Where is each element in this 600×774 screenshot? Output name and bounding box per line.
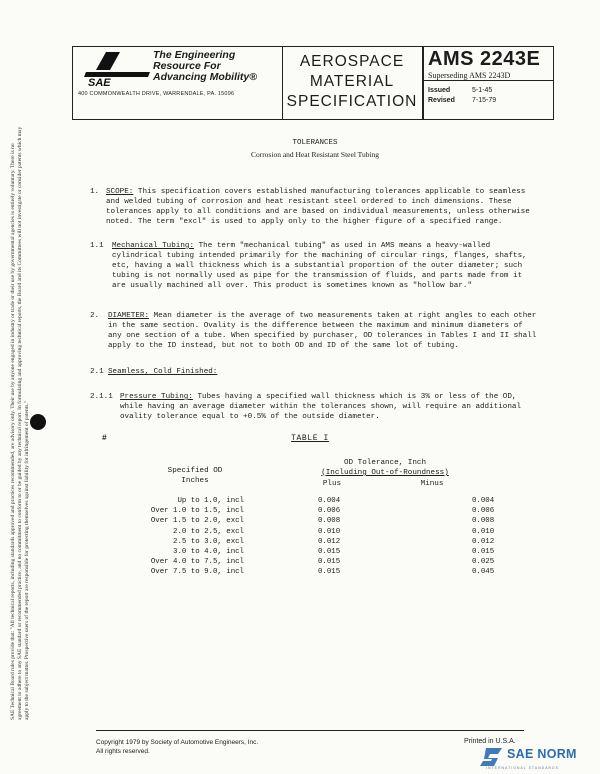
column-header-line: (Including Out-of-Roundness) — [321, 469, 449, 477]
paragraph-text: Mean diameter is the average of two measurements taken at right angles to each other in the same section. Ovality is the difference between the maximum and minimum diameters of any one section of a tube. When specified by purchaser, OD tolerances in Tables I and II shall apply to the ID instead, but not to both OD and ID of the same lot of tubing. — [108, 312, 537, 350]
minus-tolerance-cell: 0.012 — [472, 537, 495, 546]
table-row — [120, 567, 532, 577]
table-row — [120, 516, 532, 526]
range-cell: Over 4.0 to 7.5, incl — [150, 558, 244, 567]
revised-label: Revised — [428, 97, 455, 104]
column-header-specified-od — [140, 466, 250, 486]
paragraph-text: This specification covers established manufacturing tolerances applicable to seamless and welded tubing of corrosion and heat resistant steel ordered to inch dimensions. These tolerances apply to all conditions and are based on individual measurements, unless otherwise noted. The term "excl" is used to apply only to the higher figure of a specified range. — [106, 188, 530, 226]
range-cell: Up to 1.0, incl — [177, 497, 244, 505]
printed-note: Printed in U.S.A. — [464, 738, 516, 745]
table-row — [120, 527, 532, 537]
title-line: SPECIFICATION — [286, 93, 418, 110]
paragraph-mechanical-tubing — [90, 241, 540, 291]
column-header-plus: Plus — [322, 480, 342, 488]
ams-number: AMS 2243E — [428, 48, 541, 70]
logo-text: SAE — [88, 77, 111, 88]
plus-tolerance-cell: 0.015 — [318, 558, 341, 567]
footer-rule — [96, 730, 524, 731]
copyright-line: Copyright 1979 by Society of Automotive Engineers, Inc. — [96, 739, 259, 746]
plus-tolerance-cell: 0.008 — [318, 517, 341, 526]
column-header-line: Inches — [181, 477, 209, 485]
side-disclaimer: SAE Technical Board rules provide that: "All technical reports, including standards approved and practices recommended, are advisory only. Their use by anyone engaged in industry or trade or their use by governmental agencies is entirely voluntary. There is no agreement to adhere to any SAE standard or recommended practice, and no commitment to conform to or be guided by any technical report. In formulating and approving technical reports, the Board and its Committees will not investigate or consider patents which may apply to the subject matter. Prospective users of the report are responsible for protecting themselves against liability for infringement of patents." — [10, 126, 30, 720]
paragraph-scope — [90, 187, 540, 227]
punch-hole — [30, 414, 46, 430]
header-divider — [422, 80, 554, 81]
address: 400 COMMONWEALTH DRIVE, WARRENDALE, PA. 15096 — [78, 91, 235, 97]
table-row — [120, 557, 532, 567]
section-subtitle: Corrosion and Heat Resistant Steel Tubing — [250, 150, 380, 159]
title-line: AEROSPACE — [299, 53, 405, 70]
column-header-tolerance — [300, 458, 470, 478]
paragraph-heading: DIAMETER: — [108, 312, 150, 320]
tolerance-table — [120, 496, 532, 578]
minus-tolerance-cell: 0.045 — [472, 568, 495, 577]
plus-tolerance-cell: 0.012 — [318, 537, 341, 546]
paragraph-seamless — [90, 367, 540, 377]
paragraph-text: The term "mechanical tubing" as used in AMS means a heavy-walled cylindrical tubing intended primarily for the machining of circular rings, flanges, shafts, etc, having a wall thickness which is a substantial proportion of the outer diameter; such tubing is not normally used as pipe for the transmission of fluids, and parts made from it are usually machined all over. This product is sometimes known as "hollow bar." — [112, 242, 527, 290]
revision-marker: # — [102, 434, 107, 443]
copyright — [96, 738, 258, 756]
paragraph-diameter — [90, 311, 540, 351]
table-row — [120, 506, 532, 516]
document-type-title — [284, 52, 420, 112]
copyright-line: All rights reserved. — [96, 748, 150, 755]
range-cell: Over 1.5 to 2.0, excl — [150, 517, 244, 526]
paragraph-pressure-tubing — [90, 392, 540, 422]
column-header-line: OD Tolerance, Inch — [343, 459, 427, 467]
issued-label: Issued — [428, 87, 451, 94]
paragraph-heading: Pressure Tubing: — [120, 393, 193, 401]
table-row — [120, 547, 532, 557]
range-cell: 2.5 to 3.0, excl — [173, 537, 244, 546]
column-header-minus: Minus — [420, 480, 444, 488]
header-divider — [282, 46, 283, 120]
org-line: Advancing Mobility® — [153, 71, 257, 83]
watermark-text: SAE NORM — [507, 747, 577, 761]
range-cell: Over 7.5 to 9.0, incl — [150, 568, 244, 577]
header-divider — [422, 46, 424, 120]
section-title: TOLERANCES — [292, 139, 338, 147]
sae-logo — [80, 50, 154, 88]
table-row — [120, 496, 532, 506]
paragraph-number: 2. — [90, 312, 100, 320]
range-cell: 3.0 to 4.0, incl — [173, 548, 244, 557]
organization-tagline — [153, 50, 278, 83]
paragraph-number: 1. — [90, 188, 100, 196]
paragraph-number: 1.1 — [90, 242, 104, 250]
supersedes-note: Superseding AMS 2243D — [428, 71, 511, 80]
paragraph-heading: Mechanical Tubing: — [112, 242, 195, 250]
minus-tolerance-cell: 0.010 — [472, 527, 495, 536]
paragraph-heading: SCOPE: — [106, 188, 134, 196]
issue-dates — [428, 86, 496, 106]
issued-date: 5-1-45 — [472, 87, 493, 94]
paragraph-number: 2.1 — [90, 368, 104, 376]
minus-tolerance-cell: 0.008 — [472, 517, 495, 526]
plus-tolerance-cell: 0.004 — [318, 497, 341, 505]
org-line: Resource For — [153, 60, 221, 72]
minus-tolerance-cell: 0.006 — [472, 507, 495, 516]
minus-tolerance-cell: 0.004 — [472, 497, 495, 505]
paragraph-text: Tubes having a specified wall thickness which is 3% or less of the OD, while having an average diameter within the tolerances shown, will require an additional ovality tolerance equal to +0.5% of the outside diameter. — [120, 393, 522, 421]
paragraph-heading: Seamless, Cold Finished: — [108, 368, 218, 376]
minus-tolerance-cell: 0.025 — [472, 558, 495, 567]
range-cell: 2.0 to 2.5, excl — [173, 527, 244, 536]
paragraph-number: 2.1.1 — [90, 393, 113, 401]
table-title: TABLE I — [291, 434, 329, 443]
table-row — [120, 537, 532, 547]
plus-tolerance-cell: 0.015 — [318, 568, 341, 577]
title-line: MATERIAL — [309, 73, 395, 90]
watermark-subtext: INTERNATIONAL STANDARDS — [486, 766, 559, 770]
range-cell: Over 1.0 to 1.5, incl — [150, 507, 244, 516]
plus-tolerance-cell: 0.010 — [318, 527, 341, 536]
plus-tolerance-cell: 0.006 — [318, 507, 341, 516]
plus-tolerance-cell: 0.015 — [318, 548, 341, 557]
minus-tolerance-cell: 0.015 — [472, 548, 495, 557]
column-header-line: Specified OD — [167, 467, 223, 475]
revised-date: 7-15-79 — [472, 97, 497, 104]
org-line: The Engineering — [153, 49, 236, 61]
